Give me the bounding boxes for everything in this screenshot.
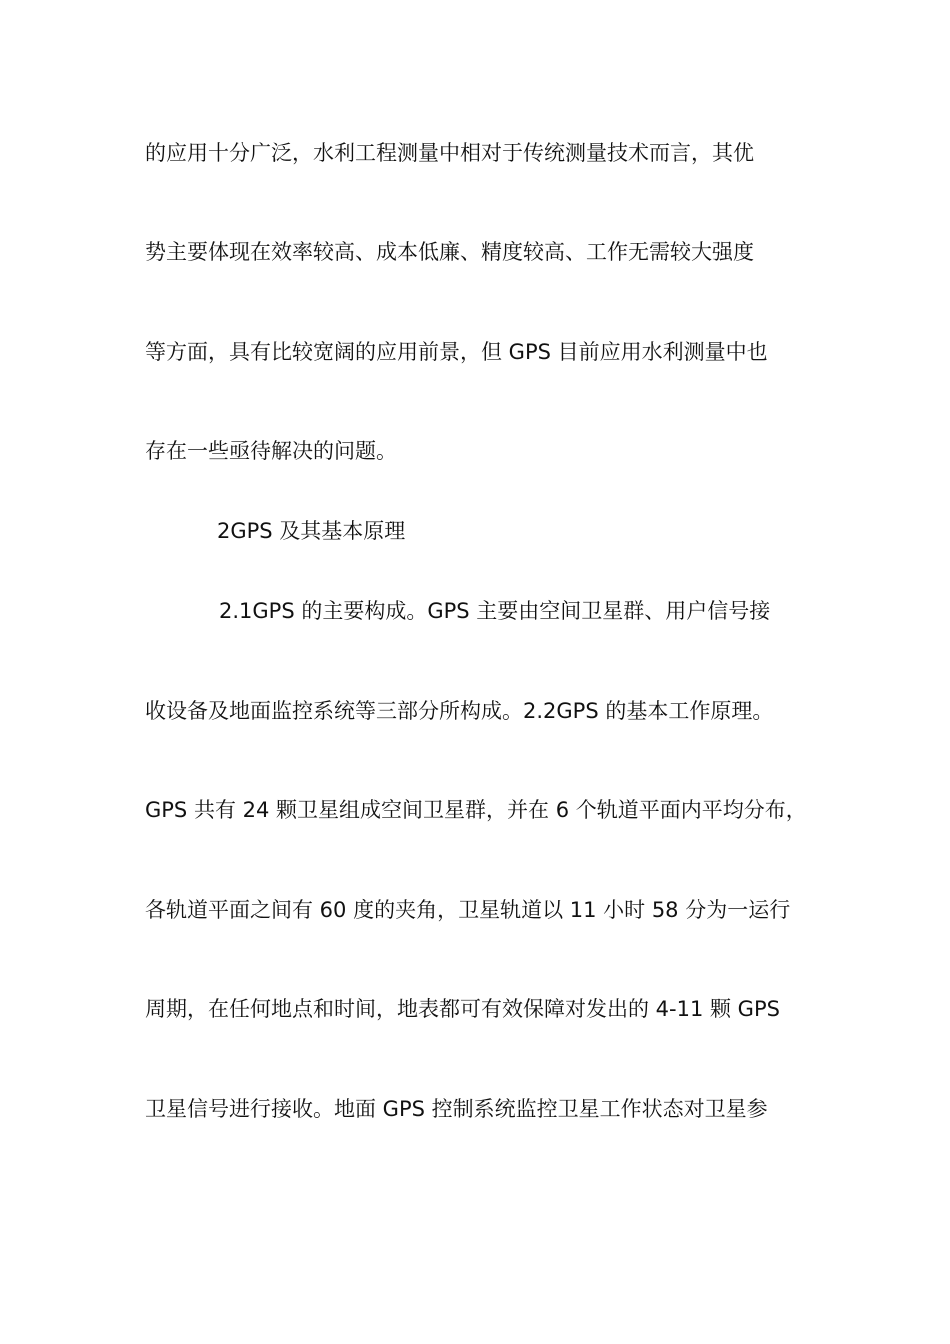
paragraph-line: 存在一些亟待解决的问题。 bbox=[145, 439, 397, 463]
paragraph-line: 各轨道平面之间有 60 度的夹角，卫星轨道以 11 小时 58 分为一运行 bbox=[145, 898, 791, 922]
paragraph-line: 2.1GPS 的主要构成。GPS 主要由空间卫星群、用户信号接 bbox=[219, 599, 771, 623]
paragraph-line: 势主要体现在效率较高、成本低廉、精度较高、工作无需较大强度 bbox=[145, 240, 754, 264]
paragraph-line: 卫星信号进行接收。地面 GPS 控制系统监控卫星工作状态对卫星参 bbox=[145, 1097, 768, 1121]
paragraph-line: 等方面，具有比较宽阔的应用前景，但 GPS 目前应用水利测量中也 bbox=[145, 340, 768, 364]
section-heading: 2GPS 及其基本原理 bbox=[217, 519, 406, 543]
paragraph-line: 周期，在任何地点和时间，地表都可有效保障对发出的 4-11 颗 GPS bbox=[145, 997, 780, 1021]
paragraph-line: 收设备及地面监控系统等三部分所构成。2.2GPS 的基本工作原理。 bbox=[145, 699, 774, 723]
paragraph-line: GPS 共有 24 颗卫星组成空间卫星群，并在 6 个轨道平面内平均分布， bbox=[145, 798, 807, 822]
paragraph-line: 的应用十分广泛，水利工程测量中相对于传统测量技术而言，其优 bbox=[145, 141, 754, 165]
